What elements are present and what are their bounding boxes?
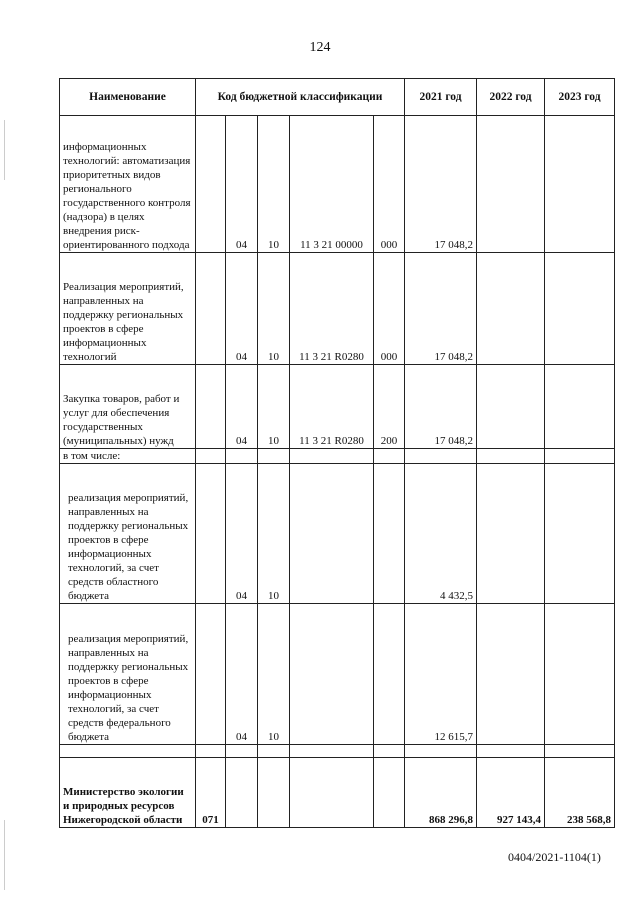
table-header-row	[60, 79, 615, 116]
row-2021: 17 048,2	[405, 116, 477, 253]
row-subsection: 10	[258, 365, 290, 449]
header-code: Код бюджетной классификации	[196, 79, 405, 116]
row-2022	[477, 253, 545, 365]
row-subsection: 10	[258, 464, 290, 604]
row-article	[290, 464, 374, 604]
row-name: информационных технологий: автоматизация приоритетных видов регионального государственного контроля (надзора) в целях внедрения риск-ориентированного подхода	[60, 116, 196, 253]
row-section: 04	[226, 604, 258, 745]
row-article	[290, 758, 374, 828]
row-ministry	[196, 253, 226, 365]
row-article: 11 3 21 R0280	[290, 253, 374, 365]
table-row	[60, 365, 615, 449]
row-ministry	[196, 464, 226, 604]
row-type	[374, 464, 405, 604]
row-article	[290, 449, 374, 464]
header-name: Наименование	[60, 79, 196, 116]
row-article: 11 3 21 00000	[290, 116, 374, 253]
row-name	[60, 745, 196, 758]
row-type	[374, 745, 405, 758]
row-2023	[545, 745, 615, 758]
row-2022	[477, 604, 545, 745]
table-row	[60, 745, 615, 758]
row-ministry	[196, 116, 226, 253]
row-type	[374, 449, 405, 464]
row-2021	[405, 449, 477, 464]
row-2023	[545, 365, 615, 449]
row-type	[374, 758, 405, 828]
row-subsection	[258, 449, 290, 464]
row-article	[290, 604, 374, 745]
row-2023	[545, 464, 615, 604]
table-row	[60, 116, 615, 253]
row-subsection	[258, 758, 290, 828]
row-name: Реализация мероприятий, направленных на поддержку региональных проектов в сфере информационных технологий	[60, 253, 196, 365]
row-name: Министерство экологии и природных ресурсов Нижегородской области	[60, 758, 196, 828]
row-type: 000	[374, 253, 405, 365]
row-2023: 238 568,8	[545, 758, 615, 828]
page-number: 124	[309, 40, 331, 55]
row-ministry	[196, 365, 226, 449]
row-subsection	[258, 745, 290, 758]
header-2021: 2021 год	[405, 79, 477, 116]
row-2021: 17 048,2	[405, 365, 477, 449]
row-article	[290, 745, 374, 758]
row-section: 04	[226, 464, 258, 604]
row-2023	[545, 253, 615, 365]
row-2022	[477, 745, 545, 758]
row-2022	[477, 116, 545, 253]
row-2023	[545, 449, 615, 464]
row-name: Закупка товаров, работ и услуг для обеспечения государственных (муниципальных) нужд	[60, 365, 196, 449]
row-section	[226, 758, 258, 828]
scan-artifact	[4, 820, 5, 890]
table-row	[60, 464, 615, 604]
row-2022: 927 143,4	[477, 758, 545, 828]
row-2023	[545, 604, 615, 745]
row-ministry	[196, 745, 226, 758]
row-2021: 4 432,5	[405, 464, 477, 604]
row-ministry	[196, 604, 226, 745]
row-2021: 12 615,7	[405, 604, 477, 745]
row-name: в том числе:	[60, 449, 196, 464]
document-code: 0404/2021-1104(1)	[508, 850, 601, 864]
row-2022	[477, 464, 545, 604]
row-type: 200	[374, 365, 405, 449]
row-ministry	[196, 449, 226, 464]
table-row	[60, 604, 615, 745]
table-row	[60, 449, 615, 464]
table-row	[60, 253, 615, 365]
row-section: 04	[226, 116, 258, 253]
row-2022	[477, 365, 545, 449]
row-subsection: 10	[258, 116, 290, 253]
header-2022: 2022 год	[477, 79, 545, 116]
row-type: 000	[374, 116, 405, 253]
row-subsection: 10	[258, 253, 290, 365]
row-section: 04	[226, 253, 258, 365]
row-name: реализация мероприятий, направленных на поддержку региональных проектов в сфере информационных технологий, за счет средств федерального бюджета	[60, 604, 196, 745]
row-article: 11 3 21 R0280	[290, 365, 374, 449]
scan-artifact	[4, 120, 5, 180]
row-subsection: 10	[258, 604, 290, 745]
row-2023	[545, 116, 615, 253]
row-2021: 868 296,8	[405, 758, 477, 828]
row-type	[374, 604, 405, 745]
row-2022	[477, 449, 545, 464]
row-2021	[405, 745, 477, 758]
row-section: 04	[226, 365, 258, 449]
row-2021: 17 048,2	[405, 253, 477, 365]
table-row	[60, 758, 615, 828]
row-ministry: 071	[196, 758, 226, 828]
header-2023: 2023 год	[545, 79, 615, 116]
row-section	[226, 449, 258, 464]
row-name: реализация мероприятий, направленных на поддержку региональных проектов в сфере информационных технологий, за счет средств областного бюджета	[60, 464, 196, 604]
budget-table	[59, 78, 615, 828]
row-section	[226, 745, 258, 758]
